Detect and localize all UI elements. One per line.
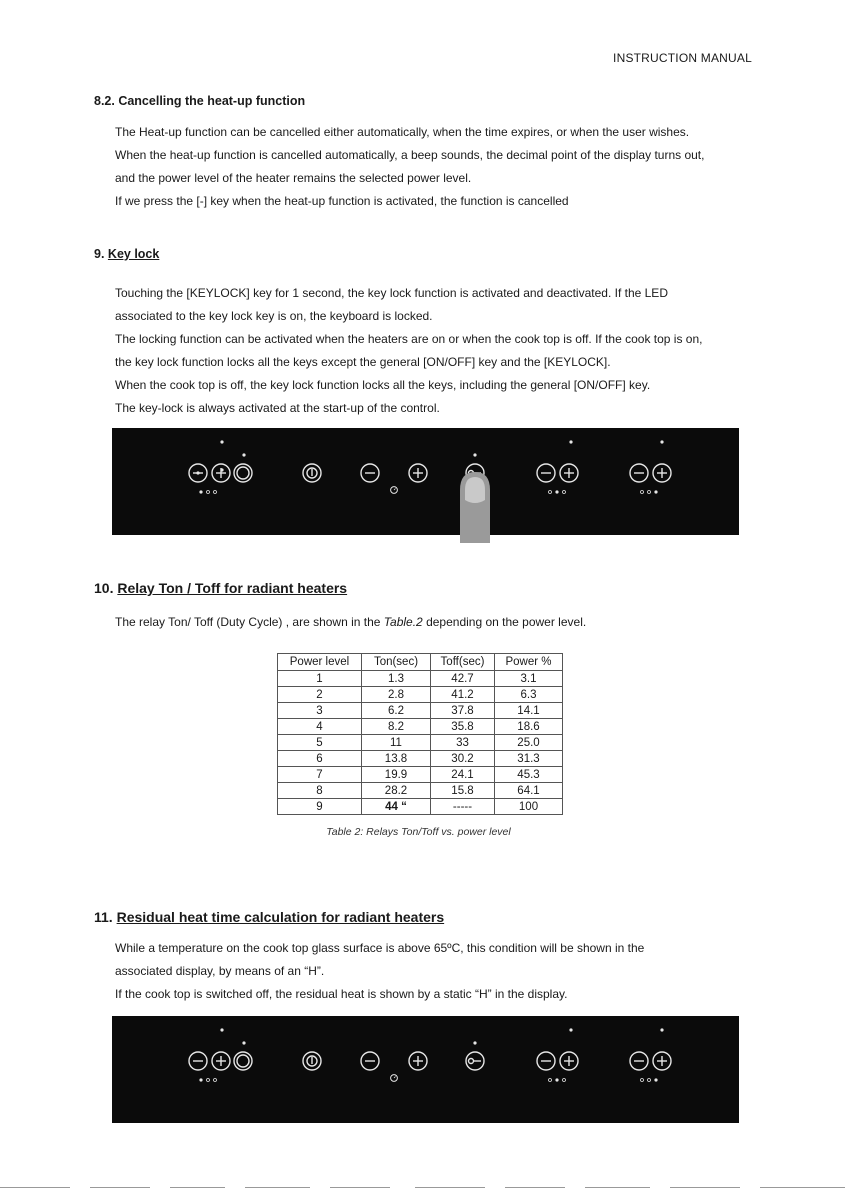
plus-icon: [409, 464, 427, 482]
table-cell: 1.3: [362, 671, 431, 687]
plus-icon: [212, 464, 230, 482]
table-row: [278, 671, 563, 687]
intro-text: The relay Ton/ Toff (Duty Cycle) , are shown in the: [115, 615, 384, 629]
indicator-led: [660, 1028, 663, 1031]
table-cell: 2.8: [362, 687, 431, 703]
plus-icon: [409, 1052, 427, 1070]
table-cell: 1: [278, 671, 362, 687]
heater-leds: [549, 1078, 566, 1081]
heater-leds: [199, 490, 216, 493]
table-reference: Table.2: [383, 615, 423, 629]
table-cell: 19.9: [362, 767, 431, 783]
table-cell: 25.0: [495, 735, 563, 751]
finger-illustration: [460, 472, 490, 543]
table-row: [278, 783, 563, 799]
keylock-led: [473, 1041, 476, 1044]
section-10-intro: [115, 611, 775, 634]
minus-icon: [630, 1052, 648, 1070]
plus-icon: [560, 1052, 578, 1070]
table-row: [278, 735, 563, 751]
ring-select-icon: [234, 464, 252, 482]
column-header: Power level: [278, 654, 362, 671]
table-cell: 14.1: [495, 703, 563, 719]
table-cell: 3: [278, 703, 362, 719]
minus-icon: [189, 464, 207, 482]
timer-icon: [391, 487, 398, 494]
table-cell: 33: [431, 735, 495, 751]
column-header: Toff(sec): [431, 654, 495, 671]
indicator-led: [242, 453, 245, 456]
table-cell: 9: [278, 799, 362, 815]
manual-header-label: INSTRUCTION MANUAL: [613, 51, 752, 65]
paragraph-line: The Heat-up function can be cancelled either automatically, when the time expires, or when the user wishes.: [115, 125, 690, 139]
section-8-2-title: 8.2. Cancelling the heat-up function: [94, 94, 306, 108]
table-caption: Table 2: Relays Ton/Toff vs. power level: [326, 826, 511, 838]
table-cell: 15.8: [431, 783, 495, 799]
control-panel-residual: [112, 1016, 739, 1123]
minus-icon: [361, 1052, 379, 1070]
table-row: [278, 799, 563, 815]
minus-icon: [361, 464, 379, 482]
table-cell: 42.7: [431, 671, 495, 687]
page-bottom-rule: [0, 1187, 851, 1189]
table-cell: 7: [278, 767, 362, 783]
paragraph-line: The locking function can be activated when the heaters are on or when the cook top is off. If the cook top is on,: [115, 332, 703, 346]
timer-icon: [391, 1075, 398, 1082]
heater-leds: [641, 1078, 658, 1081]
paragraph-line: associated display, by means of an “H”.: [115, 964, 325, 978]
table-cell: 64.1: [495, 783, 563, 799]
minus-icon: [189, 1052, 207, 1070]
table-cell: -----: [431, 799, 495, 815]
paragraph-line: When the heat-up function is cancelled automatically, a beep sounds, the decimal point of the display turns out,: [115, 148, 705, 162]
paragraph-line: [115, 611, 775, 634]
section-8-2-body: [115, 121, 775, 213]
table-row: [278, 703, 563, 719]
table-cell: 45.3: [495, 767, 563, 783]
table-row: [278, 687, 563, 703]
section-number: 11.: [94, 909, 113, 925]
section-11-body: [115, 937, 775, 1006]
table-cell: 8.2: [362, 719, 431, 735]
paragraph-line: While a temperature on the cook top glass surface is above 65ºC, this condition will be shown in the: [115, 941, 645, 955]
table-cell: 3.1: [495, 671, 563, 687]
heater-leds: [549, 490, 566, 493]
heater-leds: [199, 1078, 216, 1081]
table-cell: 30.2: [431, 751, 495, 767]
table-cell: 2: [278, 687, 362, 703]
section-11-title: [94, 909, 444, 925]
section-title-text: Relay Ton / Toff for radiant heaters: [117, 580, 348, 596]
table-row: [278, 767, 563, 783]
table-cell: 35.8: [431, 719, 495, 735]
indicator-led: [569, 440, 572, 443]
table-cell: 4: [278, 719, 362, 735]
section-number: 9.: [94, 247, 105, 261]
paragraph-line: If we press the [-] key when the heat-up function is activated, the function is cancelled: [115, 194, 569, 208]
section-title-text: Key lock: [107, 247, 160, 261]
ring-select-icon: [234, 1052, 252, 1070]
panel-graphic: [112, 428, 739, 543]
minus-icon: [630, 464, 648, 482]
table-row: [278, 719, 563, 735]
table-cell: 24.1: [431, 767, 495, 783]
table-cell: 31.3: [495, 751, 563, 767]
heater-leds: [641, 490, 658, 493]
paragraph-line: Touching the [KEYLOCK] key for 1 second, the key lock function is activated and deactivated. If the LED: [115, 286, 668, 300]
table-cell: 100: [495, 799, 563, 815]
indicator-led: [242, 1041, 245, 1044]
keylock-icon: [466, 1052, 484, 1070]
table-cell: 11: [362, 735, 431, 751]
plus-icon: [212, 1052, 230, 1070]
power-icon: [303, 464, 321, 482]
table-cell: 8: [278, 783, 362, 799]
section-9-title: [94, 247, 159, 261]
paragraph-line: associated to the key lock key is on, the keyboard is locked.: [115, 309, 433, 323]
table-cell: 6.3: [495, 687, 563, 703]
panel-graphic: [112, 1016, 739, 1123]
paragraph-line: If the cook top is switched off, the residual heat is shown by a static “H” in the display.: [115, 987, 568, 1001]
table-header-row: [278, 654, 563, 671]
plus-icon: [653, 1052, 671, 1070]
indicator-led: [569, 1028, 572, 1031]
control-panel-keylock: [112, 428, 739, 535]
table-cell: 6.2: [362, 703, 431, 719]
intro-text: depending on the power level.: [422, 615, 587, 629]
table-row: [278, 751, 563, 767]
keylock-led: [473, 453, 476, 456]
section-title-text: Residual heat time calculation for radiant heaters: [116, 909, 445, 925]
indicator-led: [220, 440, 223, 443]
power-icon: [303, 1052, 321, 1070]
table-cell: 41.2: [431, 687, 495, 703]
paragraph-line: and the power level of the heater remains the selected power level.: [115, 171, 472, 185]
minus-icon: [537, 464, 555, 482]
indicator-led: [220, 1028, 223, 1031]
table-cell: 18.6: [495, 719, 563, 735]
column-header: Power %: [495, 654, 563, 671]
table-cell: 6: [278, 751, 362, 767]
paragraph-line: the key lock function locks all the keys except the general [ON/OFF] key and the [KEYLOCK].: [115, 355, 611, 369]
power-level-table: [277, 653, 563, 815]
table-cell: 5: [278, 735, 362, 751]
table-cell: 28.2: [362, 783, 431, 799]
column-header: Ton(sec): [362, 654, 431, 671]
minus-icon: [537, 1052, 555, 1070]
plus-icon: [653, 464, 671, 482]
section-number: 10.: [94, 580, 114, 596]
table-cell: 44 “: [362, 799, 431, 815]
paragraph-line: When the cook top is off, the key lock function locks all the keys, including the general [ON/OFF] key.: [115, 378, 651, 392]
section-10-title: [94, 580, 347, 596]
plus-icon: [560, 464, 578, 482]
section-9-body: [115, 282, 775, 420]
table-cell: 13.8: [362, 751, 431, 767]
indicator-led: [660, 440, 663, 443]
table-cell: 37.8: [431, 703, 495, 719]
paragraph-line: The key-lock is always activated at the start-up of the control.: [115, 401, 440, 415]
